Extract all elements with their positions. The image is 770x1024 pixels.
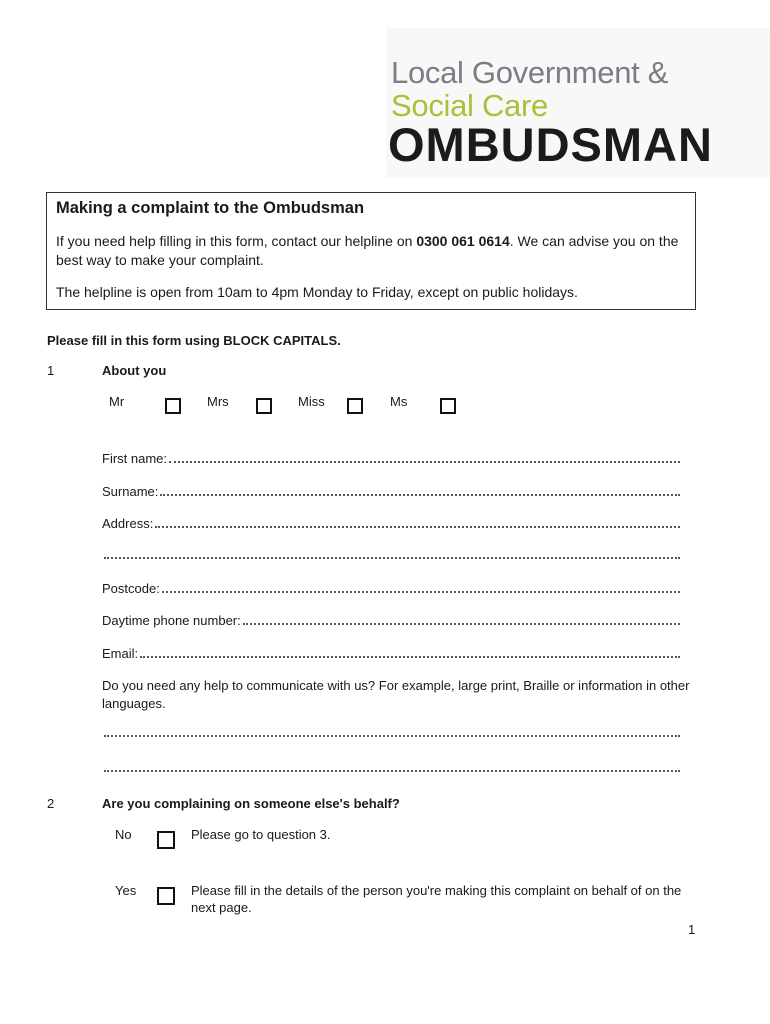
title-ms-checkbox[interactable] bbox=[440, 398, 456, 414]
address-label: Address: bbox=[102, 516, 154, 531]
phone-field[interactable] bbox=[102, 613, 680, 631]
communication-help-line-1[interactable] bbox=[104, 735, 680, 737]
section-1-number: 1 bbox=[47, 363, 55, 378]
behalf-yes-text: Please fill in the details of the person you're making this complaint on behalf of on the next page. bbox=[191, 883, 682, 915]
behalf-yes-label: Yes bbox=[115, 883, 137, 898]
first-name-label: First name: bbox=[102, 451, 168, 466]
address-line[interactable] bbox=[155, 516, 680, 528]
helpline-text-after: . We can advise you on the best way to make your complaint. bbox=[56, 233, 679, 268]
behalf-yes-checkbox[interactable] bbox=[157, 887, 175, 905]
surname-field[interactable] bbox=[102, 484, 680, 502]
first-name-line[interactable] bbox=[169, 451, 680, 463]
title-mrs-label: Mrs bbox=[207, 394, 229, 409]
logo-line-3: OMBUDSMAN bbox=[388, 118, 713, 171]
title-mrs-checkbox[interactable] bbox=[256, 398, 272, 414]
section-1-heading: About you bbox=[102, 363, 167, 378]
info-box-title: Making a complaint to the Ombudsman bbox=[56, 199, 365, 217]
title-ms-label: Ms bbox=[390, 394, 408, 409]
email-line[interactable] bbox=[140, 646, 680, 658]
title-miss-checkbox[interactable] bbox=[347, 398, 363, 414]
logo-line-2: Social Care bbox=[391, 88, 548, 123]
behalf-no-text: Please go to question 3. bbox=[191, 827, 331, 842]
communication-help-line-2[interactable] bbox=[104, 770, 680, 772]
helpline-paragraph bbox=[56, 232, 686, 270]
helpline-number: 0300 061 0614 bbox=[416, 233, 510, 249]
address-field[interactable] bbox=[102, 516, 680, 534]
surname-line[interactable] bbox=[160, 484, 680, 496]
postcode-line[interactable] bbox=[162, 581, 680, 593]
page-number: 1 bbox=[688, 922, 696, 937]
block-capitals-instruction: Please fill in this form using BLOCK CAPITALS. bbox=[47, 333, 341, 348]
address-line-2[interactable] bbox=[104, 557, 680, 559]
communication-help-question: Do you need any help to communicate with us? For example, large print, Braille or information in other languages. bbox=[102, 678, 690, 711]
email-label: Email: bbox=[102, 646, 139, 661]
section-2-number: 2 bbox=[47, 796, 55, 811]
helpline-text-before: If you need help filling in this form, contact our helpline on bbox=[56, 233, 417, 249]
logo-line-1: Local Government & bbox=[391, 55, 669, 90]
surname-label: Surname: bbox=[102, 484, 159, 499]
first-name-field[interactable] bbox=[102, 451, 680, 469]
email-field[interactable] bbox=[102, 646, 680, 664]
postcode-field[interactable] bbox=[102, 581, 680, 599]
title-mr-label: Mr bbox=[109, 394, 125, 409]
title-miss-label: Miss bbox=[298, 394, 325, 409]
title-mr-checkbox[interactable] bbox=[165, 398, 181, 414]
phone-label: Daytime phone number: bbox=[102, 613, 241, 628]
phone-line[interactable] bbox=[243, 613, 680, 625]
helpline-hours: The helpline is open from 10am to 4pm Monday to Friday, except on public holidays. bbox=[56, 284, 578, 300]
behalf-no-checkbox[interactable] bbox=[157, 831, 175, 849]
postcode-label: Postcode: bbox=[102, 581, 160, 596]
section-2-heading: Are you complaining on someone else's behalf? bbox=[102, 796, 400, 811]
behalf-no-label: No bbox=[115, 827, 132, 842]
